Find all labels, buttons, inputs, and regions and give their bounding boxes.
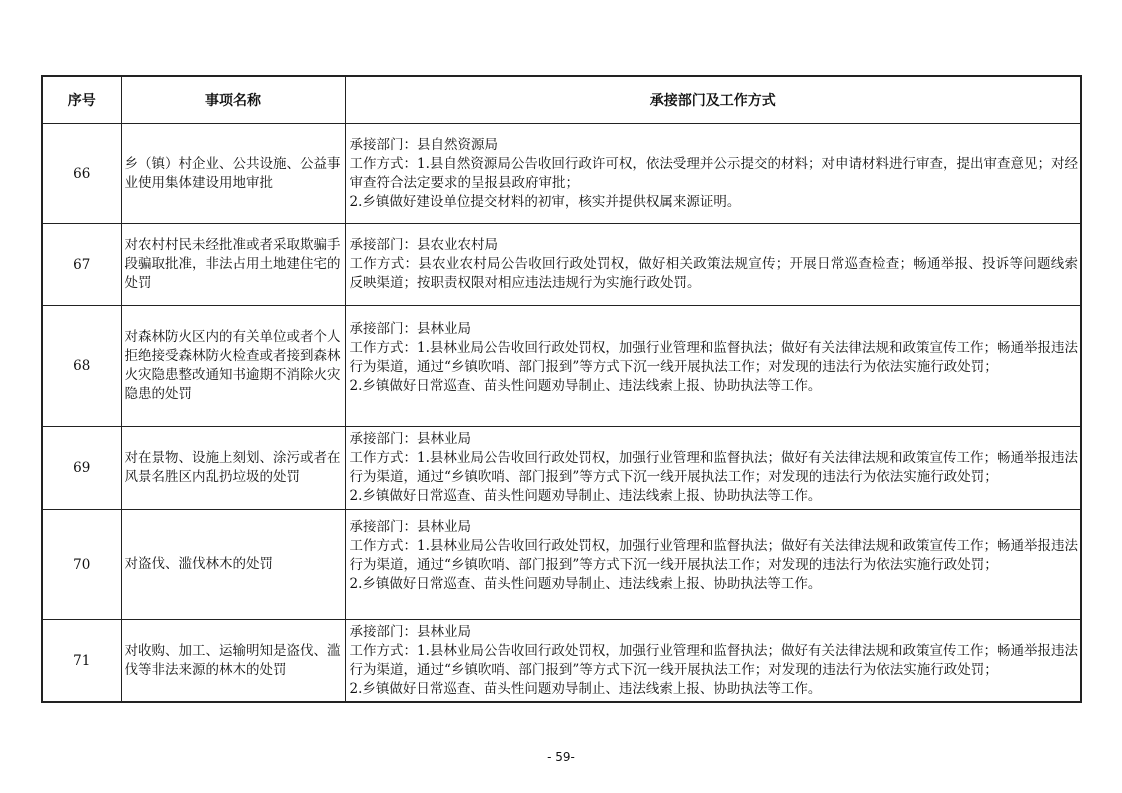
row-item-name: 对收购、加工、运输明知是盗伐、滥伐等非法来源的林木的处罚 <box>121 620 345 703</box>
desc-department: 承接部门：县林业局 <box>349 431 471 447</box>
row-description <box>345 620 1081 703</box>
page-number: - 59- <box>547 750 575 764</box>
desc-method: 工作方式：1.县林业局公告收回行政处罚权，加强行业管理和监督执法；做好有关法律法规和政策宣传工作；畅通举报违法行为渠道，通过“乡镇吹哨、部门报到”等方式下沉一线开展执法工作；对发现的违法行为依法实施行政处罚； <box>349 538 1078 573</box>
header-department-method: 承接部门及工作方式 <box>345 76 1081 124</box>
table-row <box>42 124 1081 224</box>
row-item-name: 对在景物、设施上刻划、涂污或者在风景名胜区内乱扔垃圾的处罚 <box>121 427 345 510</box>
desc-department: 承接部门：县自然资源局 <box>349 137 498 153</box>
desc-department: 承接部门：县林业局 <box>349 624 471 640</box>
row-number: 69 <box>42 427 121 510</box>
table-header-row <box>42 76 1081 124</box>
row-description <box>345 224 1081 306</box>
row-number: 66 <box>42 124 121 224</box>
row-description <box>345 306 1081 427</box>
desc-method: 工作方式：1.县林业局公告收回行政处罚权，加强行业管理和监督执法；做好有关法律法规和政策宣传工作；畅通举报违法行为渠道，通过“乡镇吹哨、部门报到”等方式下沉一线开展执法工作；对发现的违法行为依法实施行政处罚； <box>349 450 1078 485</box>
desc-township: 2.乡镇做好日常巡查、苗头性问题劝导制止、违法线索上报、协助执法等工作。 <box>349 576 822 592</box>
row-item-name: 对森林防火区内的有关单位或者个人拒绝接受森林防火检查或者接到森林火灾隐患整改通知书逾期不消除火灾隐患的处罚 <box>121 306 345 427</box>
desc-method: 工作方式：县农业农村局公告收回行政处罚权，做好相关政策法规宣传；开展日常巡查检查；畅通举报、投诉等问题线索反映渠道；按职责权限对相应违法违规行为实施行政处罚。 <box>349 256 1078 291</box>
desc-department: 承接部门：县农业农村局 <box>349 237 498 253</box>
desc-township: 2.乡镇做好日常巡查、苗头性问题劝导制止、违法线索上报、协助执法等工作。 <box>349 681 822 697</box>
desc-method: 工作方式：1.县自然资源局公告收回行政许可权，依法受理并公示提交的材料；对申请材料进行审查，提出审查意见；对经审查符合法定要求的呈报县政府审批； <box>349 156 1078 191</box>
matters-table <box>41 75 1082 703</box>
row-description <box>345 427 1081 510</box>
row-item-name: 对盗伐、滥伐林木的处罚 <box>121 510 345 620</box>
header-serial: 序号 <box>42 76 121 124</box>
table-row <box>42 306 1081 427</box>
row-number: 70 <box>42 510 121 620</box>
desc-township: 2.乡镇做好建设单位提交材料的初审，核实并提供权属来源证明。 <box>349 194 741 210</box>
row-number: 67 <box>42 224 121 306</box>
row-item-name: 乡（镇）村企业、公共设施、公益事业使用集体建设用地审批 <box>121 124 345 224</box>
desc-department: 承接部门：县林业局 <box>349 321 471 337</box>
row-description <box>345 510 1081 620</box>
desc-method: 工作方式：1.县林业局公告收回行政处罚权，加强行业管理和监督执法；做好有关法律法规和政策宣传工作；畅通举报违法行为渠道，通过“乡镇吹哨、部门报到”等方式下沉一线开展执法工作；对发现的违法行为依法实施行政处罚； <box>349 643 1078 678</box>
desc-department: 承接部门：县林业局 <box>349 519 471 535</box>
row-number: 68 <box>42 306 121 427</box>
table-row <box>42 224 1081 306</box>
header-item-name: 事项名称 <box>121 76 345 124</box>
table-row <box>42 510 1081 620</box>
desc-township: 2.乡镇做好日常巡查、苗头性问题劝导制止、违法线索上报、协助执法等工作。 <box>349 488 822 504</box>
row-item-name: 对农村村民未经批准或者采取欺骗手段骗取批准，非法占用土地建住宅的处罚 <box>121 224 345 306</box>
row-number: 71 <box>42 620 121 703</box>
row-description <box>345 124 1081 224</box>
table-row <box>42 427 1081 510</box>
desc-method: 工作方式：1.县林业局公告收回行政处罚权，加强行业管理和监督执法；做好有关法律法规和政策宣传工作；畅通举报违法行为渠道，通过“乡镇吹哨、部门报到”等方式下沉一线开展执法工作；对发现的违法行为依法实施行政处罚； <box>349 340 1078 375</box>
desc-township: 2.乡镇做好日常巡查、苗头性问题劝导制止、违法线索上报、协助执法等工作。 <box>349 378 822 394</box>
table-row <box>42 620 1081 703</box>
